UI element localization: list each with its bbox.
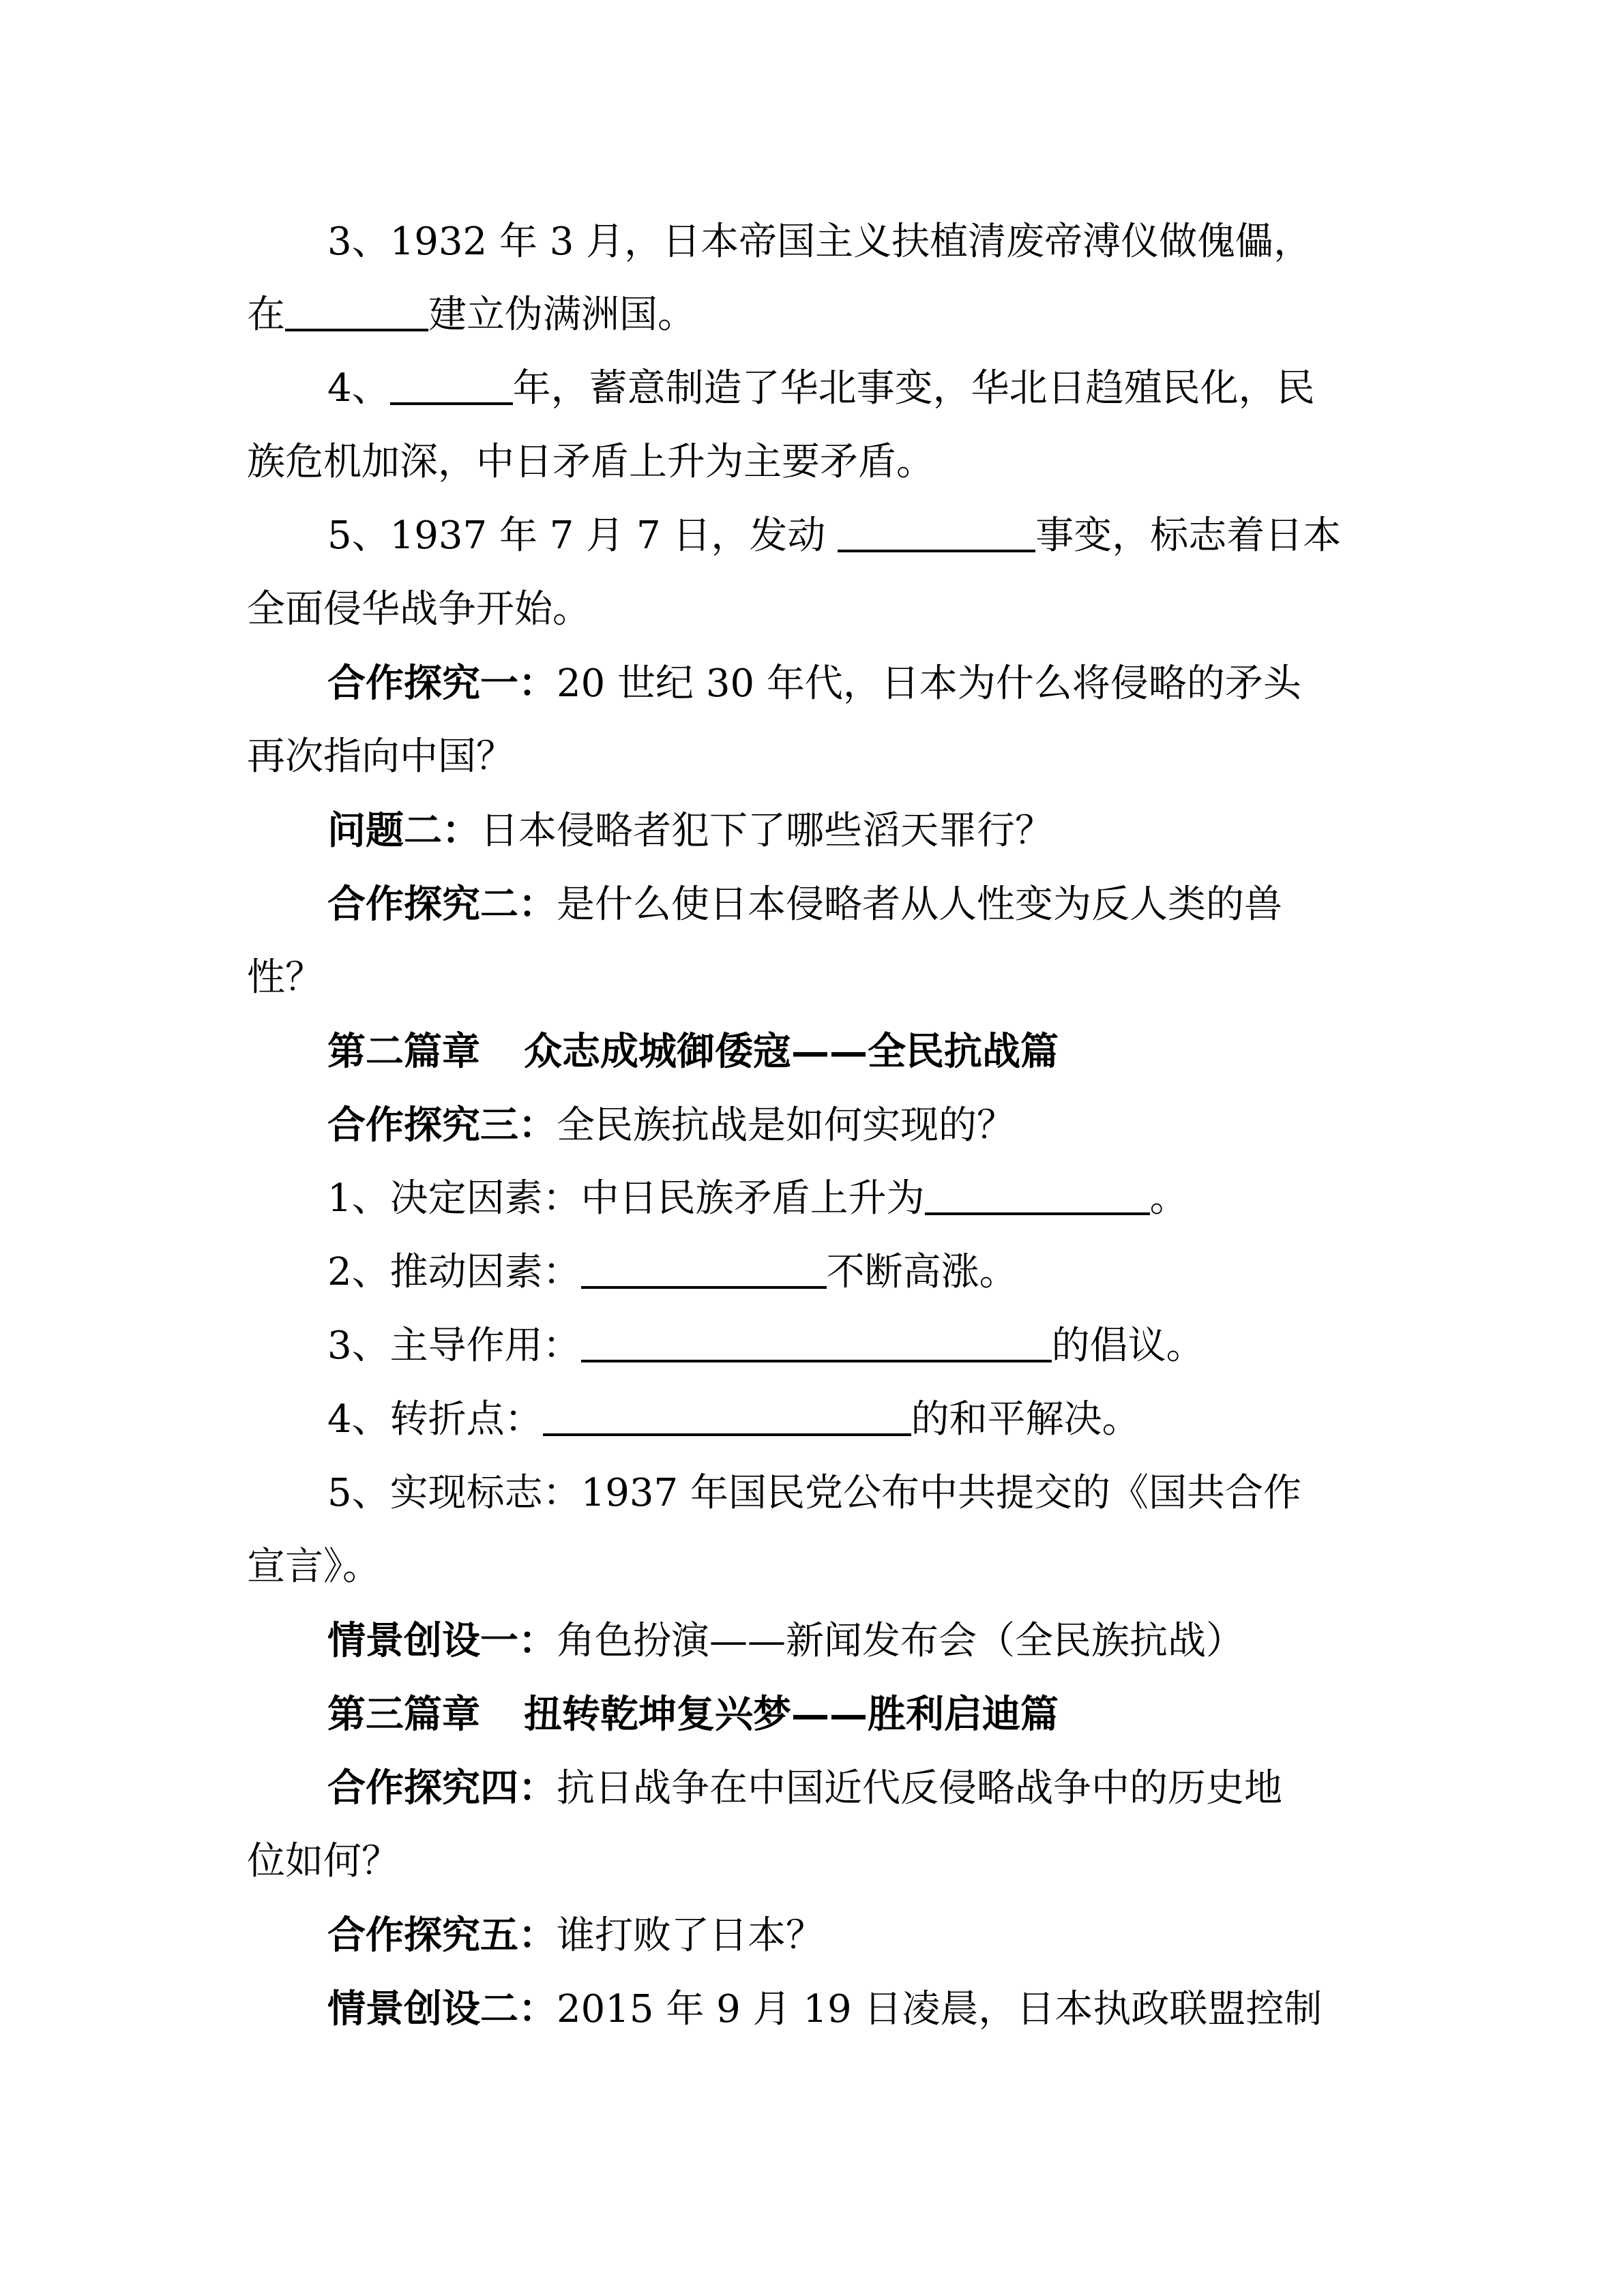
paragraph-item-5: 5、1937 年 7 月 7 日，发动 事变，标志着日本 — [327, 499, 1341, 573]
cooperative-inquiry-2-cont: 性？ — [247, 955, 323, 1000]
list-item-2: 2、推动因素： 不断高涨。 — [327, 1236, 1018, 1309]
cooperative-inquiry-5: 合作探究五：谁打败了日本？ — [327, 1913, 824, 1958]
fill-blank — [581, 1317, 1052, 1362]
cooperative-inquiry-1-cont: 再次指向中国？ — [247, 734, 514, 779]
question-2: 问题二：日本侵略者犯下了哪些滔天罪行？ — [327, 808, 1053, 853]
cooperative-inquiry-4: 合作探究四：抗日战争在中国近代反侵略战争中的历史地 — [327, 1765, 1282, 1810]
fill-blank — [581, 1244, 827, 1289]
list-item-5-cont: 宣言》。 — [247, 1545, 381, 1589]
list-item-4: 4、转折点： 的和平解决。 — [327, 1383, 1140, 1457]
fill-blank — [838, 507, 1035, 552]
fill-blank — [543, 1391, 911, 1436]
scenario-1: 情景创设一：角色扮演——新闻发布会（全民族抗战） — [327, 1618, 1244, 1663]
list-item-5: 5、实现标志：1937 年国民党公布中共提交的《国共合作 — [327, 1471, 1301, 1515]
list-item-3: 3、主导作用： 的倡议。 — [327, 1309, 1205, 1383]
paragraph-item-3: 3、1932 年 3 月，日本帝国主义扶植清废帝溥仪做傀儡， — [327, 220, 1312, 264]
cooperative-inquiry-3: 合作探究三：全民族抗战是如何实现的？ — [327, 1103, 1015, 1148]
list-item-1: 1、决定因素：中日民族矛盾上升为 。 — [327, 1162, 1188, 1236]
cooperative-inquiry-1: 合作探究一：20 世纪 30 年代，日本为什么将侵略的矛头 — [327, 661, 1301, 706]
paragraph-item-3-cont: 在 建立伪满洲国。 — [247, 278, 696, 352]
fill-blank — [285, 286, 428, 331]
cooperative-inquiry-2: 合作探究二：是什么使日本侵略者从人性变为反人类的兽 — [327, 882, 1282, 927]
fill-blank — [925, 1170, 1150, 1215]
chapter-2-heading: 第二篇章 众志成城御倭寇——全民抗战篇 — [327, 1029, 1059, 1074]
cooperative-inquiry-4-cont: 位如何？ — [247, 1839, 400, 1883]
scenario-2: 情景创设二：2015 年 9 月 19 日凌晨，日本执政联盟控制 — [327, 1986, 1323, 2031]
fill-blank — [390, 360, 513, 405]
paragraph-item-4: 4、 年，蓄意制造了华北事变，华北日趋殖民化，民 — [327, 352, 1315, 426]
paragraph-item-4-cont: 族危机加深，中日矛盾上升为主要矛盾。 — [247, 440, 934, 484]
chapter-3-heading: 第三篇章 扭转乾坤复兴梦——胜利启迪篇 — [327, 1692, 1059, 1737]
paragraph-item-5-cont: 全面侵华战争开始。 — [247, 587, 591, 631]
